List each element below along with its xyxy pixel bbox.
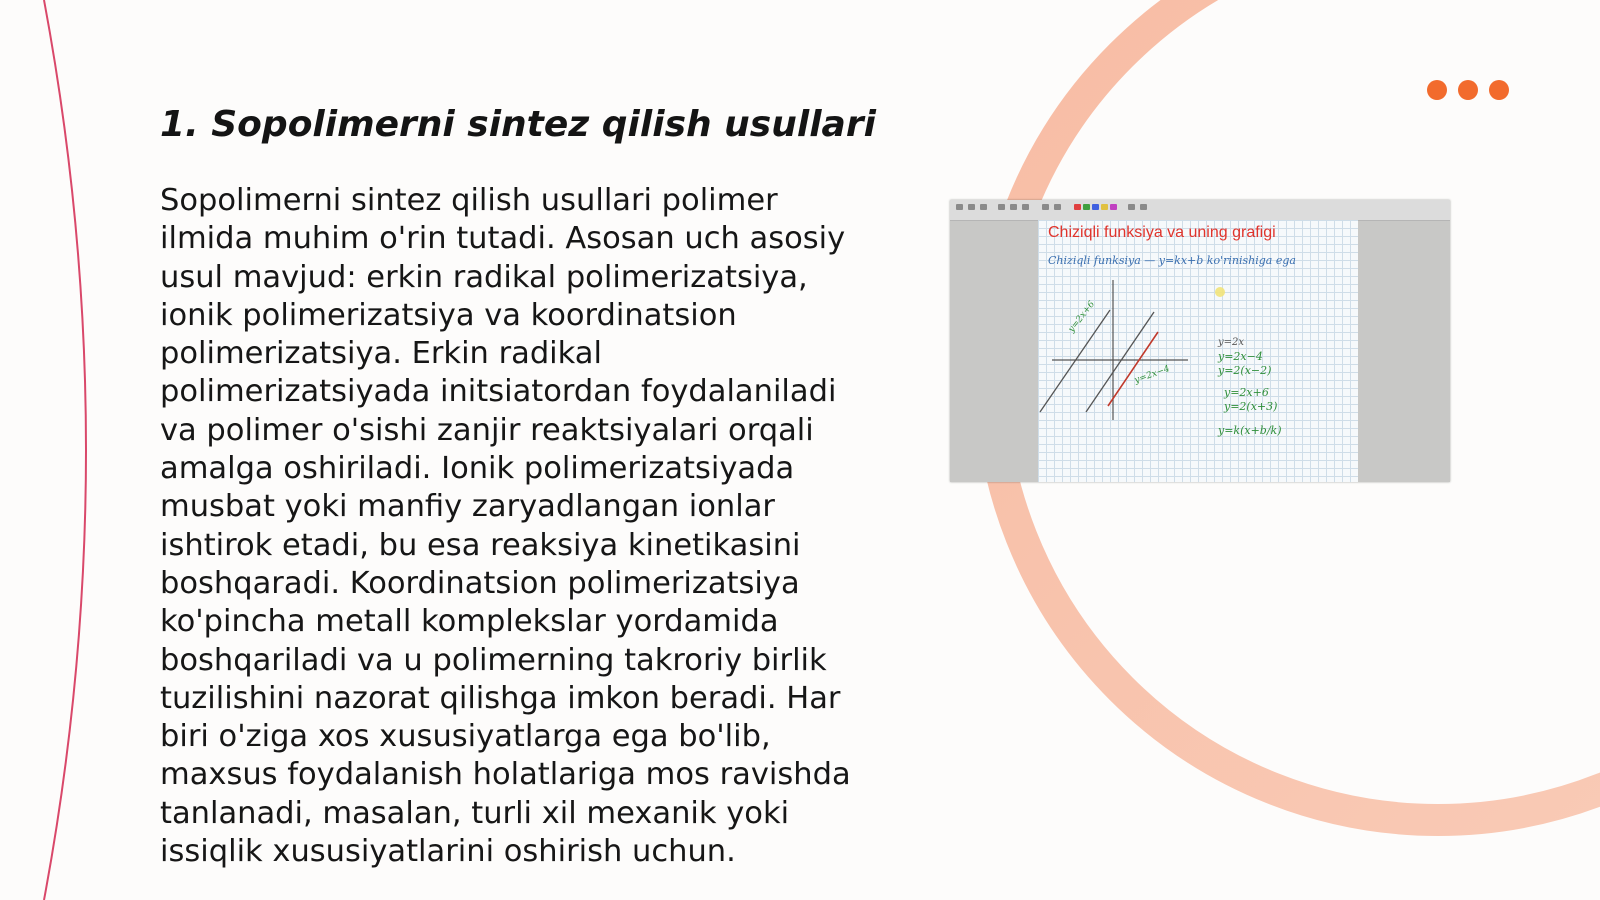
handwritten-text: y=2x−4 — [1133, 363, 1172, 386]
body-line: usul mavjud: erkin radikal polimerizatsiya, — [160, 259, 808, 295]
body-line: musbat yoki manfiy zaryadlangan ionlar — [160, 489, 775, 525]
slide-body-text — [160, 182, 860, 871]
toolbar-icon — [1022, 204, 1029, 210]
menu-dots[interactable] — [1427, 80, 1509, 100]
embedded-toolbar — [950, 200, 1450, 221]
toolbar-icon — [1054, 204, 1061, 210]
body-line: biri o'ziga xos xususiyatlarga ega bo'lib, — [160, 719, 771, 755]
handwritten-text: y=2(x+3) — [1224, 400, 1278, 413]
left-edge-curve — [44, 0, 86, 900]
highlight-dot — [1215, 287, 1225, 297]
body-line: va polimer o'sishi zanjir reaktsiyalari orqali — [160, 412, 814, 448]
embedded-heading: Chiziqli funksiya va uning grafigi — [1048, 224, 1276, 241]
handwritten-text: y=2(x−2) — [1218, 364, 1272, 377]
body-line: ko'pincha metall komplekslar yordamida — [160, 604, 779, 640]
body-line: tuzilishini nazorat qilishga imkon beradi. Har — [160, 680, 841, 716]
toolbar-icon — [1010, 204, 1017, 210]
toolbar-icon — [980, 204, 987, 210]
color-swatch-icon — [1083, 204, 1090, 210]
body-line: boshqariladi va u polimerning takroriy birlik — [160, 642, 827, 678]
body-line: polimerizatsiyada initsiatordan foydalaniladi — [160, 374, 837, 410]
body-line: ionik polimerizatsiya va koordinatsion — [160, 297, 737, 333]
color-swatch-icon — [1074, 204, 1081, 210]
handwritten-text: y=k(x+b/k) — [1218, 424, 1282, 437]
dot-icon — [1489, 80, 1509, 100]
handwritten-text: Chiziqli funksiya — y=kx+b ko'rinishiga ega — [1048, 254, 1296, 267]
toolbar-icon — [1128, 204, 1135, 210]
slide-title: 1. Sopolimerni sintez qilish usullari — [160, 104, 876, 145]
body-line: polimerizatsiya. Erkin radikal — [160, 336, 602, 372]
toolbar-icon — [998, 204, 1005, 210]
color-swatch-icon — [1092, 204, 1099, 210]
handwritten-graph — [1038, 220, 1358, 482]
body-line: amalga oshiriladi. Ionik polimerizatsiyada — [160, 451, 795, 487]
dot-icon — [1427, 80, 1447, 100]
graph-line — [1086, 312, 1154, 412]
body-line: issiqlik xususiyatlarini oshirish uchun. — [160, 834, 736, 870]
color-swatch-icon — [1101, 204, 1108, 210]
body-line: ishtirok etadi, bu esa reaksiya kinetikasini — [160, 527, 801, 563]
body-line: boshqaradi. Koordinatsion polimerizatsiya — [160, 565, 800, 601]
body-line: Sopolimerni sintez qilish usullari polimer — [160, 183, 778, 218]
dot-icon — [1458, 80, 1478, 100]
handwritten-text: y=2x+6 — [1224, 386, 1269, 399]
toolbar-icon — [1042, 204, 1049, 210]
toolbar-icon — [956, 204, 963, 210]
handwritten-text: y=2x+6 — [1066, 299, 1098, 335]
toolbar-icon — [968, 204, 975, 210]
toolbar-icon — [1140, 204, 1147, 210]
handwritten-text: y=2x — [1218, 337, 1245, 348]
body-line: ilmida muhim o'rin tutadi. Asosan uch asosiy — [160, 221, 846, 257]
body-line: tanlanadi, masalan, turli xil mexanik yoki — [160, 795, 790, 831]
handwritten-text: y=2x−4 — [1218, 350, 1263, 363]
embedded-screenshot — [950, 200, 1450, 482]
color-swatch-icon — [1110, 204, 1117, 210]
body-line: maxsus foydalanish holatlariga mos ravishda — [160, 757, 851, 793]
